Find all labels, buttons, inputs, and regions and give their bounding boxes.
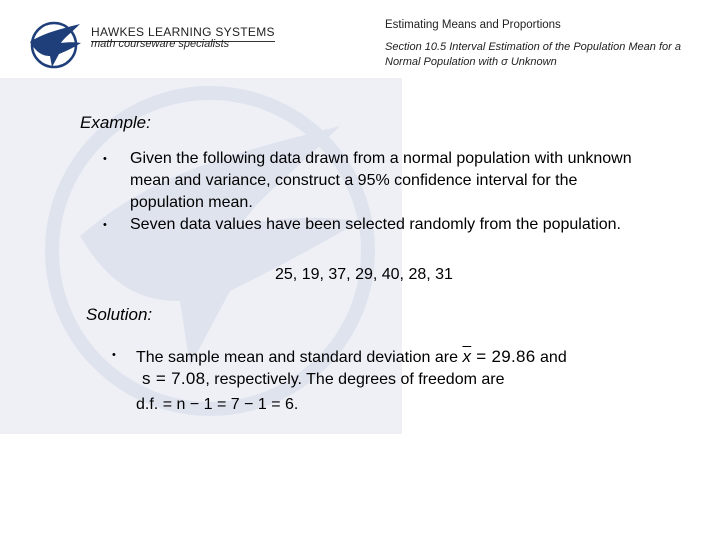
- bullet-dot: •: [112, 349, 116, 361]
- solution-line-1: [136, 347, 636, 367]
- xbar-value: = 29.86: [471, 347, 536, 366]
- solution-line-3: [136, 396, 636, 414]
- bullet-dot: •: [103, 153, 107, 165]
- company-tagline: math courseware specialists: [91, 38, 230, 50]
- solution-line1-suffix: and: [540, 349, 567, 366]
- data-values: 25, 19, 37, 29, 40, 28, 31: [275, 266, 453, 283]
- std-dev-formula: s = 7.08: [142, 369, 206, 388]
- solution-line1-prefix: The sample mean and standard deviation are: [136, 349, 458, 366]
- solution-heading: Solution:: [86, 305, 153, 324]
- xbar-symbol: $\overline{x}$: [462, 347, 472, 366]
- eagle-logo-icon: [26, 20, 82, 70]
- example-heading: Example:: [80, 113, 151, 132]
- course-title: Estimating Means and Proportions: [385, 19, 561, 31]
- list-item: [103, 214, 633, 236]
- example-bullet-list: [103, 148, 633, 236]
- solution-line-2: [142, 369, 642, 389]
- bullet-text: Given the following data drawn from a normal population with unknown mean and variance, construct a 95% confidence interval for the population mean.: [130, 150, 632, 211]
- df-equation: = n − 1 = 7 − 1 = 6.: [162, 396, 299, 413]
- bullet-text: Seven data values have been selected randomly from the population.: [130, 216, 621, 233]
- bullet-dot: •: [103, 219, 107, 231]
- sample-mean-formula: [462, 347, 535, 366]
- solution-line2-suffix: , respectively. The degrees of freedom are: [205, 371, 505, 388]
- section-title: Section 10.5 Interval Estimation of the Population Mean for a Normal Population with σ Unknown: [385, 41, 681, 68]
- list-item: [103, 148, 633, 214]
- df-label: d.f.: [136, 396, 159, 413]
- company-name: HAWKES LEARNING SYSTEMS: [91, 25, 275, 39]
